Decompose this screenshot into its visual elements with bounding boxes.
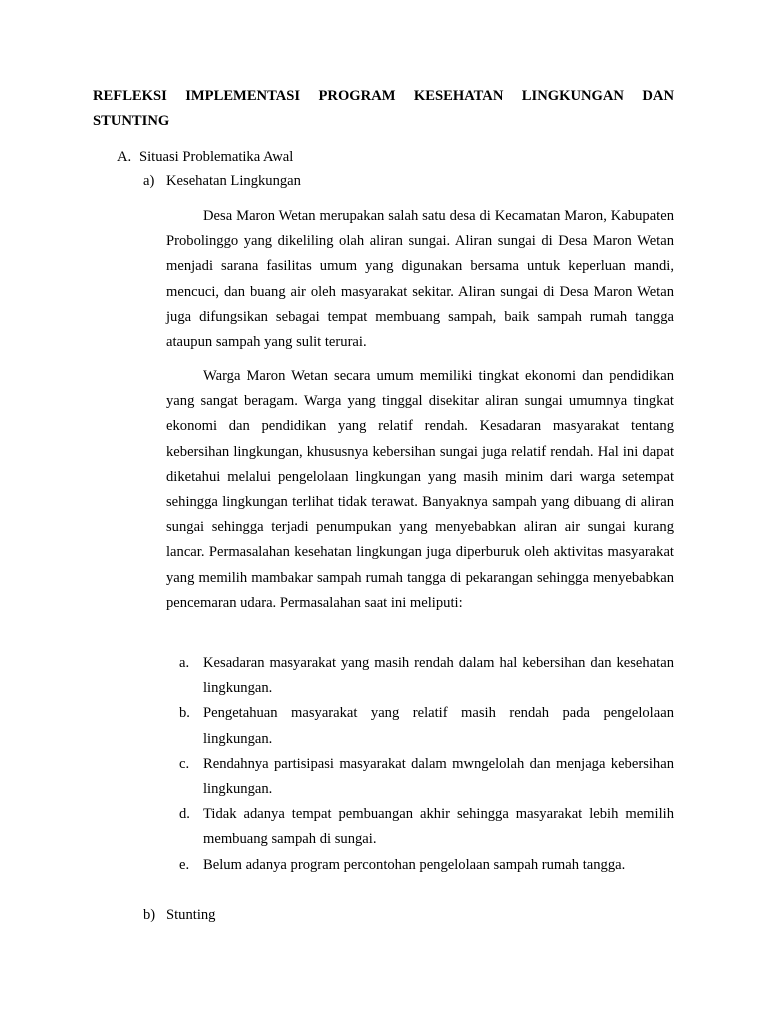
subsection-heading-text: Stunting: [166, 907, 216, 923]
list-item-text: Rendahnya partisipasi masyarakat dalam mwngelolah dan menjaga kebersihan lingkungan.: [203, 755, 674, 797]
list-item: [166, 853, 674, 878]
title-line-2: STUNTING: [93, 113, 170, 129]
list-item-marker: e.: [179, 856, 190, 873]
list-item: [166, 651, 674, 701]
list-item: [166, 701, 674, 751]
list-item-marker: c.: [179, 755, 190, 772]
title-line-1: REFLEKSI IMPLEMENTASI PROGRAM KESEHATAN LINGKUNGAN DAN: [93, 88, 674, 104]
list-item-marker: d.: [179, 806, 190, 823]
list-item-marker: b.: [179, 705, 190, 722]
list-item-text: Pengetahuan masyarakat yang relatif masih rendah pada pengelolaan lingkungan.: [203, 705, 674, 747]
section-heading-text: Situasi Problematika Awal: [139, 149, 294, 165]
document-title: [93, 84, 674, 134]
list-item-text: Kesadaran masyarakat yang masih rendah dalam hal kebersihan dan kesehatan lingkungan.: [203, 655, 674, 697]
subsection-heading-a: [143, 170, 301, 192]
subsection-heading-text: Kesehatan Lingkungan: [166, 173, 301, 189]
paragraph-1: Desa Maron Wetan merupakan salah satu desa di Kecamatan Maron, Kabupaten Probolinggo yang dikeliling olah aliran sungai. Aliran sungai di Desa Maron Wetan menjadi sarana fasilitas umum yang digunakan bersama untuk keperluan mandi, mencuci, dan buang air oleh masyarakat sekitar. Aliran sungai di Desa Maron Wetan juga difungsikan sebagai tempat membuang sampah, baik sampah rumah tangga ataupun sampah yang sulit terurai.: [166, 208, 674, 351]
subsection-marker: a): [143, 173, 155, 189]
list-item: [166, 802, 674, 852]
list-item-marker: a.: [179, 655, 190, 671]
problem-list: [166, 651, 674, 878]
list-item-text: Belum adanya program percontohan pengelolaan sampah rumah tangga.: [203, 856, 626, 873]
list-item-text: Tidak adanya tempat pembuangan akhir sehingga masyarakat lebih memilih membuang sampah di sungai.: [203, 806, 674, 848]
section-marker: A.: [117, 149, 132, 165]
subsection-heading-b: [143, 904, 215, 926]
section-heading-a: [117, 146, 293, 168]
paragraph-2: Warga Maron Wetan secara umum memiliki tingkat ekonomi dan pendidikan yang sangat beragam. Warga yang tinggal disekitar aliran sungai umumnya tingkat ekonomi dan pendidikan yang relatif rendah. Kesadaran masyarakat tentang kebersihan lingkungan, khususnya kebersihan sungai juga relatif rendah. Hal ini dapat diketahui melalui pengelolaan lingkungan yang masih minim dari warga setempat sehingga lingkungan terlihat tidak terawat. Banyaknya sampah yang dibuang di aliran sungai sehingga terjadi penumpukan yang menyebabkan aliran air sungai kurang lancar. Permasalahan kesehatan lingkungan juga diperburuk oleh aktivitas masyarakat yang memilih mambakar sampah rumah tangga di pekarangan sehingga menyebabkan pencemaran udara. Permasalahan saat ini meliputi:: [166, 368, 674, 611]
list-item: [166, 752, 674, 802]
subsection-marker: b): [143, 907, 156, 923]
